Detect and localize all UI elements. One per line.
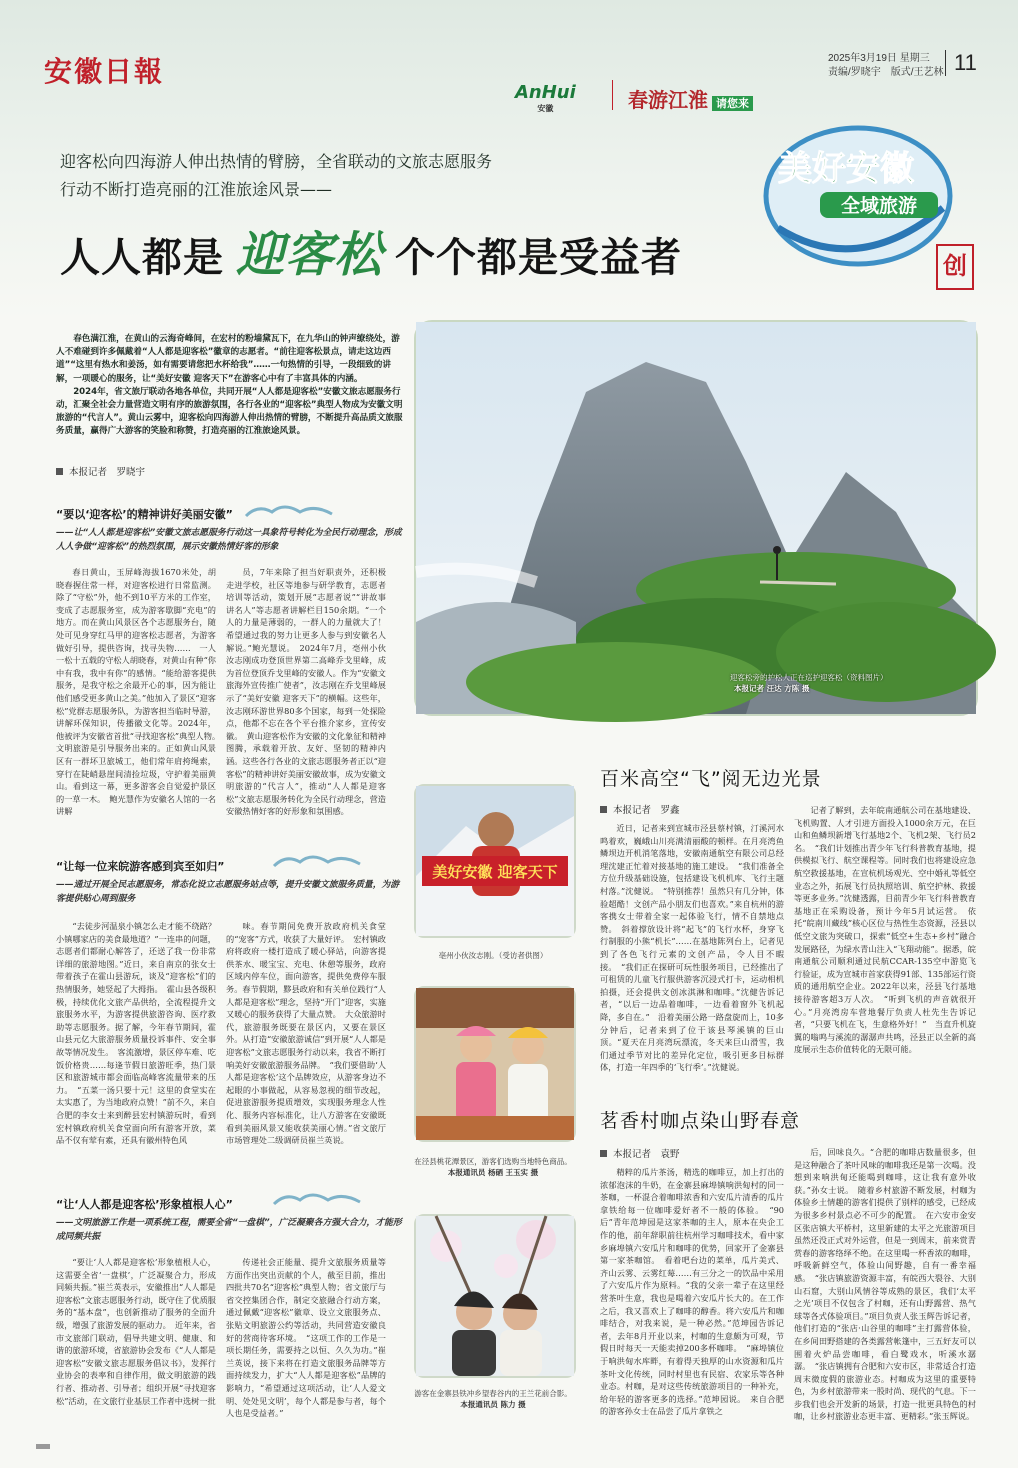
badge-line1: 美好安徽 [778,149,914,189]
photo-climber [414,784,576,938]
section2-column-a: “去徒步河温泉小镇怎么走才能不绕路？小镇哪家店的美食最地道？”一连串的问题，志愿者们都耐心解答了，还送了我一份非常详细的旅游地图。”近日，来自南京的张女士带着孩子在霍山县游玩，谈及“迎客松”们的热情服务，她竖起了大拇指。 霍山县各级积极，持续优化文旅产品供给，全流程提升文旅服务水平，为游客提供旅游咨询、医疗救助等志愿服务。据了解，今年春节期间，霍山县元亿大旅游服务质量投诉事件、安全事故等情况发生。 客流激增，景区停车难、吃饭价格贵……每逢节假日旅游旺季，热门景区和旅游城市都会面临高峰客流量带来的压力。 “五菜一汤只要十元！这里的食堂实在太实惠了，为当地政府点赞！”前不久，来自合肥的李女士来到醉县宏村镇游玩时，看到宏村镇政府机关食堂面向所有游客开放，菜品不仅有荤有素，还具有徽州特色风 [56,921,216,1146]
lead-kicker [60,148,620,204]
story2-column-a: 近日，记者来到宣城市泾县蔡村镇，汀溪河水鸣着欢，巍峨山川亮满清丽酸的顿样。在月亮湾鱼鳞坝边开机消笔落地，安徽南通航空有限公司总经理沈建正忙着对接基地的施工建设。 “我们准备全方位升级基础设施，包括建设飞机机库、飞行主题村落。”沈健说。 “特别推荐！虽然只有几分钟，体验超酷！文创产品小朋友们也喜欢。”来自杭州的游客携女士带着全家一起体验飞行，情不自禁地点赞。 斜着撑放设计将“起飞”的飞行水杯，身穿飞行制服的小熊“机长”……在基地陈列台上，记者见到了各色飞行元素的文创产品，令人目不暇接。 “我们正在探研可玩性服务项目，已经推出了可租赁的儿童飞行服供游客沉浸式打卡，运动相机拍摄，还会提供文创冰淇淋和咖啡。”沈健告诉记者，“以后一边品着咖啡，一边看着窗外飞机起降，多自在。” 沿着美丽公路一路盘旋而上，10多分钟后，记者来到了位于该县琴溪镇的巨山顶。“夏天在月亮湾玩漂流，冬天来巨山滑雪，我们通过季节对比的差异化定位，吸引更多目标群体，打造一年四季的‘飞行季’。”沈健说。 [600,823,784,1073]
main-byline: 本报记者 罗晓宇 [56,464,145,478]
photo-magnolia-credit: 本报通讯员 陈力 摄 [460,1400,526,1409]
editor-credits: 责编/罗晓宇 版式/王艺林 [828,67,944,78]
story3-byline: 本报记者 袁野 [600,1146,680,1160]
headline-part1: 人人都是 [60,234,224,281]
section1-column-a: 春日黄山，玉屏峰海拔1670米处，胡晓春握住常一样，对迎客松进行日常监测。除了“守松”外，他不到10平方米的工作室，变成了志愿服务室，成为游客歇脚“充电”的地方。而在黄山风景区各个志愿服务台，随处可见身穿红马甲的迎客松志愿者，为游客做好引导，提供咨询，找寻失物…… 一人一松十五载的守松人胡晓春，对黄山有种“你中有我，我中有你”的感情。“能给游客提供服务，是我守松之余最开心的事，因为能让他们感受更多黄山之美。”他加入了景区“迎客松”党群志愿服务队，为游客担当临时导游，讲解环保知识，传播徽文化等。2024年，他被评为安徽省首批“寻找迎客松”典型人物。 文明旅游是引导服务出来的。正如黄山风景区有一群坏卫旅城工，他们常年肩挎绳索，穿行在陡峭悬崖间清捡垃圾，守护着美丽黄山。看到这一幕，更多游客会自觉爱护景区的一草一木。 鲍光慧作为安徽名人馆的一名讲解 [56,567,225,817]
story3-title: 茗香村咖点染山野春意 [600,1110,801,1132]
section3-subtitle: ——文明旅游工作是一项系统工程，需要全省“一盘棋”，广泛凝聚各方强大合力，才能形成同频共振 [56,1218,402,1242]
main-photo-huangshan [414,320,978,716]
main-photo-caption [730,672,890,694]
story2-column-b: 记者了解到，去年皖南通航公司在基地建设、飞机购置、人才引进方面投入1000余万元，在巨山和鱼鳞坝新增飞行基地2个、飞机2架、飞行员2名。 “我们计划推出青少年飞行科普教育基地，提供模拟飞行、航空课程等。同时我们也将建设应急航空救援基地，在宣杭机场观光、空中婚礼等低空业态之外，拓展飞行员执照培训、航空护林、救援等更多业务。”沈健透露，目前青少年飞行科普教育基地正在采购设备，预计今年5月试运营。 依托“皖南川藏线”核心区位与热性生态资源，泾县以低空文旅为突破口，探索“低空+生态+乡村”融合发展路径，为绿水青山注入“飞翔动能”。据悉，皖南通航公司顺利通过民航CCAR-135空中游览飞行验证，成为宣城市首家获得91部、135部运行资质的通用航空企业。2022年以来，泾县飞行基地接待游客超3万人次。 “听到飞机的声音就很开心。”月亮湾房车营地餐厅负责人杜先生告诉记者，“只要飞机在飞，生意格外好！” 当直升机旋翼的嗡鸣与溪流的潺潺声共鸣，泾县正以全新的高度展示生态价值转化的无限可能。 [794,805,976,1055]
logo-divider [612,80,613,110]
anhui-logo-sub: 安徽 [537,104,554,113]
section3-title: “让‘人人都是迎客松’形象植根人心” [56,1198,233,1211]
story2-title: 百米高空“飞”阅无边光景 [600,768,822,790]
headline [60,216,682,285]
section2-column-b: 味。春节期间免费开放政府机关食堂的“宠客”方式，收获了大量好评。 宏村镇政府将政府一楼打造成了暖心驿站，向游客提供茶水、暖宝宝、充电、休憩等服务，政府区域内停车位，面向游客，提供免费停车服务。春节假期，黟县政府和有关单位践行“人人都是迎客松”理念，坚持“开门”迎客，实施又暖心的服务获得了大量点赞。 大众旅游时代，旅游服务既要在景区内，又要在景区外。从打造“安徽旅游诚信”到开展“人人都是迎客松”文旅志愿服务行动以来，我省不断打响美好安徽旅游服务品牌。 “我们要借助‘人人都是迎客松’这个品牌效应，从游客身边不起眼的小事做起，从容易忽视的细节改起，促进旅游服务提质增效，实现服务理念人性化、服务内容标准化，让八方游客在安徽既看到美丽风景又能收获美丽心情。”省文旅厅市场管理处二级调研员崔兰英说。 [226,921,386,1146]
section2-title: “让每一位来皖游客感到宾至如归” [56,860,225,873]
photo-climber-banner: 美好安徽 迎客天下 [432,863,558,881]
magnolia-illustration [416,1216,574,1376]
dateline [828,52,944,80]
cloud-ornament-icon [272,1190,362,1212]
spring-tour-logo [628,84,753,113]
section1-column-b: 员，7年来除了担当好职责外，还积极走进学校，社区等地参与研学教育，志愿者培训等活动，策划开展“志愿者说”“讲故事 讲名人”等志愿者讲解栏目150余期。“一个人的力量是薄弱的，一群人的力量就大了！希望通过我的努力让更多人参与到安徽名人解说。”鲍光慧说。 2024年7月，亳州小伙汝志刚成功登顶世界第二高峰乔戈里峰，成为首位登顶乔戈里峰的安徽人。作为“安徽文旅海外宣传推广使者”，汝志刚在乔戈里峰展示了“美好安徽 迎客天下”的横幅。这些年，汝志刚环游世界80多个国家，每到一处探险点，他都不忘在各个平台推介家乡，宣传安徽。 黄山迎客松作为安徽的文化象征和精神图腾，承载着开放、友好、坚韧的精神内涵。这些各行各业的文旅志愿服务者正以“迎客松”的精神讲好美丽安徽故事，成为安徽文明旅游的“代言人”，推动“人人都是迎客松”文旅志愿服务转化为全民行动理念，营造安徽热情好客的好形象和氛围感。 [226,567,386,817]
anhui-logo [515,82,576,114]
page-footer-mark [36,1444,50,1449]
photo-market [414,986,576,1142]
headline-accent: 迎客松 [236,227,384,283]
photo-magnolia-caption [414,1388,572,1410]
section1-title: “要以‘迎客松’的精神讲好美丽安徽” [56,508,233,521]
spring-tour-tag: 请您来 [712,96,753,111]
intro-p2: 2024年，省文旅厅联动各地各单位，共同开展“人人都是迎客松”安徽文旅志愿服务行动，汇聚全社会力量营造文明有序的旅游氛围，各行各业的“迎客松”典型人物成为安徽文明旅游的“代言人”。黄山云雾中，迎客松向四海游人伸出热情的臂膀，不断提升高品质文旅服务质量，赢得广大游客的笑脸和称赞，打造亮丽的江淮旅途风景。 [56,386,403,437]
page-number: 11 [945,50,977,76]
lead-line1: 迎客松向四海游人伸出热情的臂膀，全省联动的文旅志愿服务 [60,152,493,171]
intro-p1: 春色满江淮，在黄山的云海奇峰间，在宏村的粉墙黛瓦下，在九华山的钟声缭绕处，游人不难碰到许多佩戴着“人人都是迎客松”徽章的志愿者。“前往迎客松景点，请走这边西道”“这里有热水和姜汤，如有需要请您把水杯给我”……一句热情的引导，一段细致的讲解，一项暖心的服务，让“美好安徽 迎客天下”在游客心中有了丰富具体的内涵。 [56,334,400,384]
headline-part2: 个个都是受益者 [395,234,683,281]
issue-date: 2025年3月19日 星期三 [828,53,930,64]
tourism-badge [738,108,958,268]
section2-subtitle: ——通过开展全民志愿服务，常态化设立志愿服务站点等，提升安徽文旅服务质量，为游客提供贴心周到服务 [56,880,400,904]
section3-column-b: 传递社会正能量、提升文旅服务质量等方面作出突出贡献的个人，截至目前，推出四批共70名“迎客松”典型人物；省文旅厅与省交控集团合作，制定交旅融合行动方案，通过佩戴“迎客松”徽章、设立文旅服务点、张贴文明旅游公约等活动，共同营造安徽良好的营商待客环境。 “这项工作的工作是一项长期任务，需要持之以恒、久久为功。”崔兰英说，接下来将在打造文旅服务品牌等方面持续发力，扩大“人人都是迎客松”品牌的影响力，“希望通过这项活动，让‘人人爱文明、处处见文明’，每个人都是参与者，每个人也是受益者。” [226,1257,386,1419]
cloud-ornament-icon [272,852,362,874]
main-photo-credit: 本报记者 汪达 方陈 摄 [734,684,810,693]
photo-market-caption-text: 在泾县桃花潭景区，游客们选购当地特色商品。 [414,1157,572,1166]
chuang-stamp: 创 [936,244,974,290]
photo-climber-caption: 亳州小伙汝志刚。（受访者供图） [438,951,548,960]
climber-illustration [416,786,574,936]
photo-magnolia-caption-text: 游客在金寨县铁冲乡望春谷内的王兰花前合影。 [414,1389,572,1398]
photo-market-caption [414,1156,572,1178]
market-illustration [416,988,574,1140]
lead-line2: 行动不断打造亮丽的江淮旅途风景—— [60,180,333,199]
photo-market-credit: 本报通讯员 杨硒 王玉实 摄 [447,1168,539,1177]
main-photo-caption-text: 迎客松旁的护松人正在巡护迎客松（资料图片） [730,673,888,682]
story2-byline: 本报记者 罗鑫 [600,802,680,816]
story3-column-a: 精粹的瓜片茶汤，精选的咖啡豆，加上打出的浓郁泡沫的牛奶，在金寨县麻埠镇响洪甸村的同一茶咖，一杯混合着咖啡浓香和六安瓜片清香的瓜片拿铁给每一位咖啡爱好者不一般的体验。 “90后”青年范坤园是这家茶咖的主人，原本在央企工作的他，前年辞职前往杭州学习咖啡技术，看中家乡麻埠镇六安瓜片和咖啡的优势，回家开了金寨县第一家茶咖馆。 看着吧台边的菜单，瓜片美式、齐山云雾、云雾红莓……有三分之一的饮品中采用了六安瓜片作为原料。“我的父亲一辈子在这里经营茶叶生意，我也是喝着六安瓜片长大的。在工作之后，我又喜欢上了咖啡的醇香。将六安瓜片和咖啡结合，对我来说，是一种必然。”范坤园告诉记者，去年8月开业以来，村咖的生意颇为可观，节假日时每天一天能卖掉200多杯咖啡。 “麻埠镇位于响洪甸水库畔，有着得天独厚的山水资源和瓜片茶叶文化传统，同时村里也有民宿、农家乐等各种业态。村咖，是对这些传统旅游项目的一种补充，给年轻的游客更多的选择。”范坤园说。 来自合肥的游客孙女士在品尝了瓜片拿铁之 [600,1167,784,1417]
section1-subtitle: ——让“人人都是迎客松”安徽文旅志愿服务行动这一具象符号转化为全民行动理念，形成人人争做“迎客松”的热烈氛围，展示安徽热情好客的形象 [56,528,402,552]
mountain-pine-illustration [416,322,976,714]
anhui-logo-text: AnHui [515,82,576,103]
masthead: 安徽日報 [44,55,165,88]
badge-line2: 全域旅游 [840,195,918,217]
story3-column-b: 后，回味良久。“合肥的咖啡店数量很多，但是这种融合了茶叶风味的咖啡我还是第一次喝。没想到来响洪甸还能喝到咖啡，这让我有意外收获。”孙女士说。 随着乡村旅游不断发展，村咖为体验乡土情趣的游客们提供了别样的感受，已经成为很多乡村景点必不可少的配置。 在六安市金安区张店镇大平桥村，这里新建的太平之光旅游项目虽然还没正式对外运营，但是一到周末，前来赏青赏春的游客络绎不绝。在这里喝一杯香浓的咖啡，呼吸新鲜空气，体验山间野趣，自有一番幸福感。 “张店镇旅游资源丰富，有皖西大裂谷、大别山石窟，大别山风情谷等成熟的景区，我们‘太平之光’项目不仅包含了村咖，还有山野露营、热气球等各式体验项目。”项目负责人张玉辉告诉记者，他们打造的“张店·山谷里的咖啡”主打露营体验，在乡间田野搭建的各类露营帐篷中，三五好友可以围着火炉品尝咖啡，看白鹭戏水，听溪水潺潺。 “张店镇拥有合肥和六安市区，非常适合打造周末微度假的旅游业态。村咖成为这里的重要特色，为乡村旅游带来一股时尚、现代的气息。下一步我们也会开发新的场景，打造一批更具特色的村咖，让乡村旅游业态更丰富、更精彩。”张玉辉说。 [794,1147,976,1422]
spring-tour-text: 春游江淮 [628,88,708,112]
photo-magnolia [414,1214,576,1378]
cloud-ornament-icon [244,502,334,524]
section3-column-a: “要让‘人人都是迎客松’形象植根人心，这需要全省‘一盘棋’，广泛凝聚合力，形成同频共振。”崔兰英表示，安徽推出“人人都是迎客松”文旅志愿服务行动，既守住了优质服务的“基本盘”，也创新推动了服务的全面升级，增强了旅游发展的驱动力。 近年来，省市文旅部门联动，倡导共建文明、健康、和谐的旅游环境，省旅游协会发布《“人人都是迎客松”安徽文旅志愿服务倡议书》，发挥行业协会的表率和自律作用，做文明旅游的践行者、推动者、引导者；组织开展“寻找迎客松”活动，在文旅行业基层工作者中选树一批 [56,1257,216,1406]
intro-summary [56,333,406,439]
